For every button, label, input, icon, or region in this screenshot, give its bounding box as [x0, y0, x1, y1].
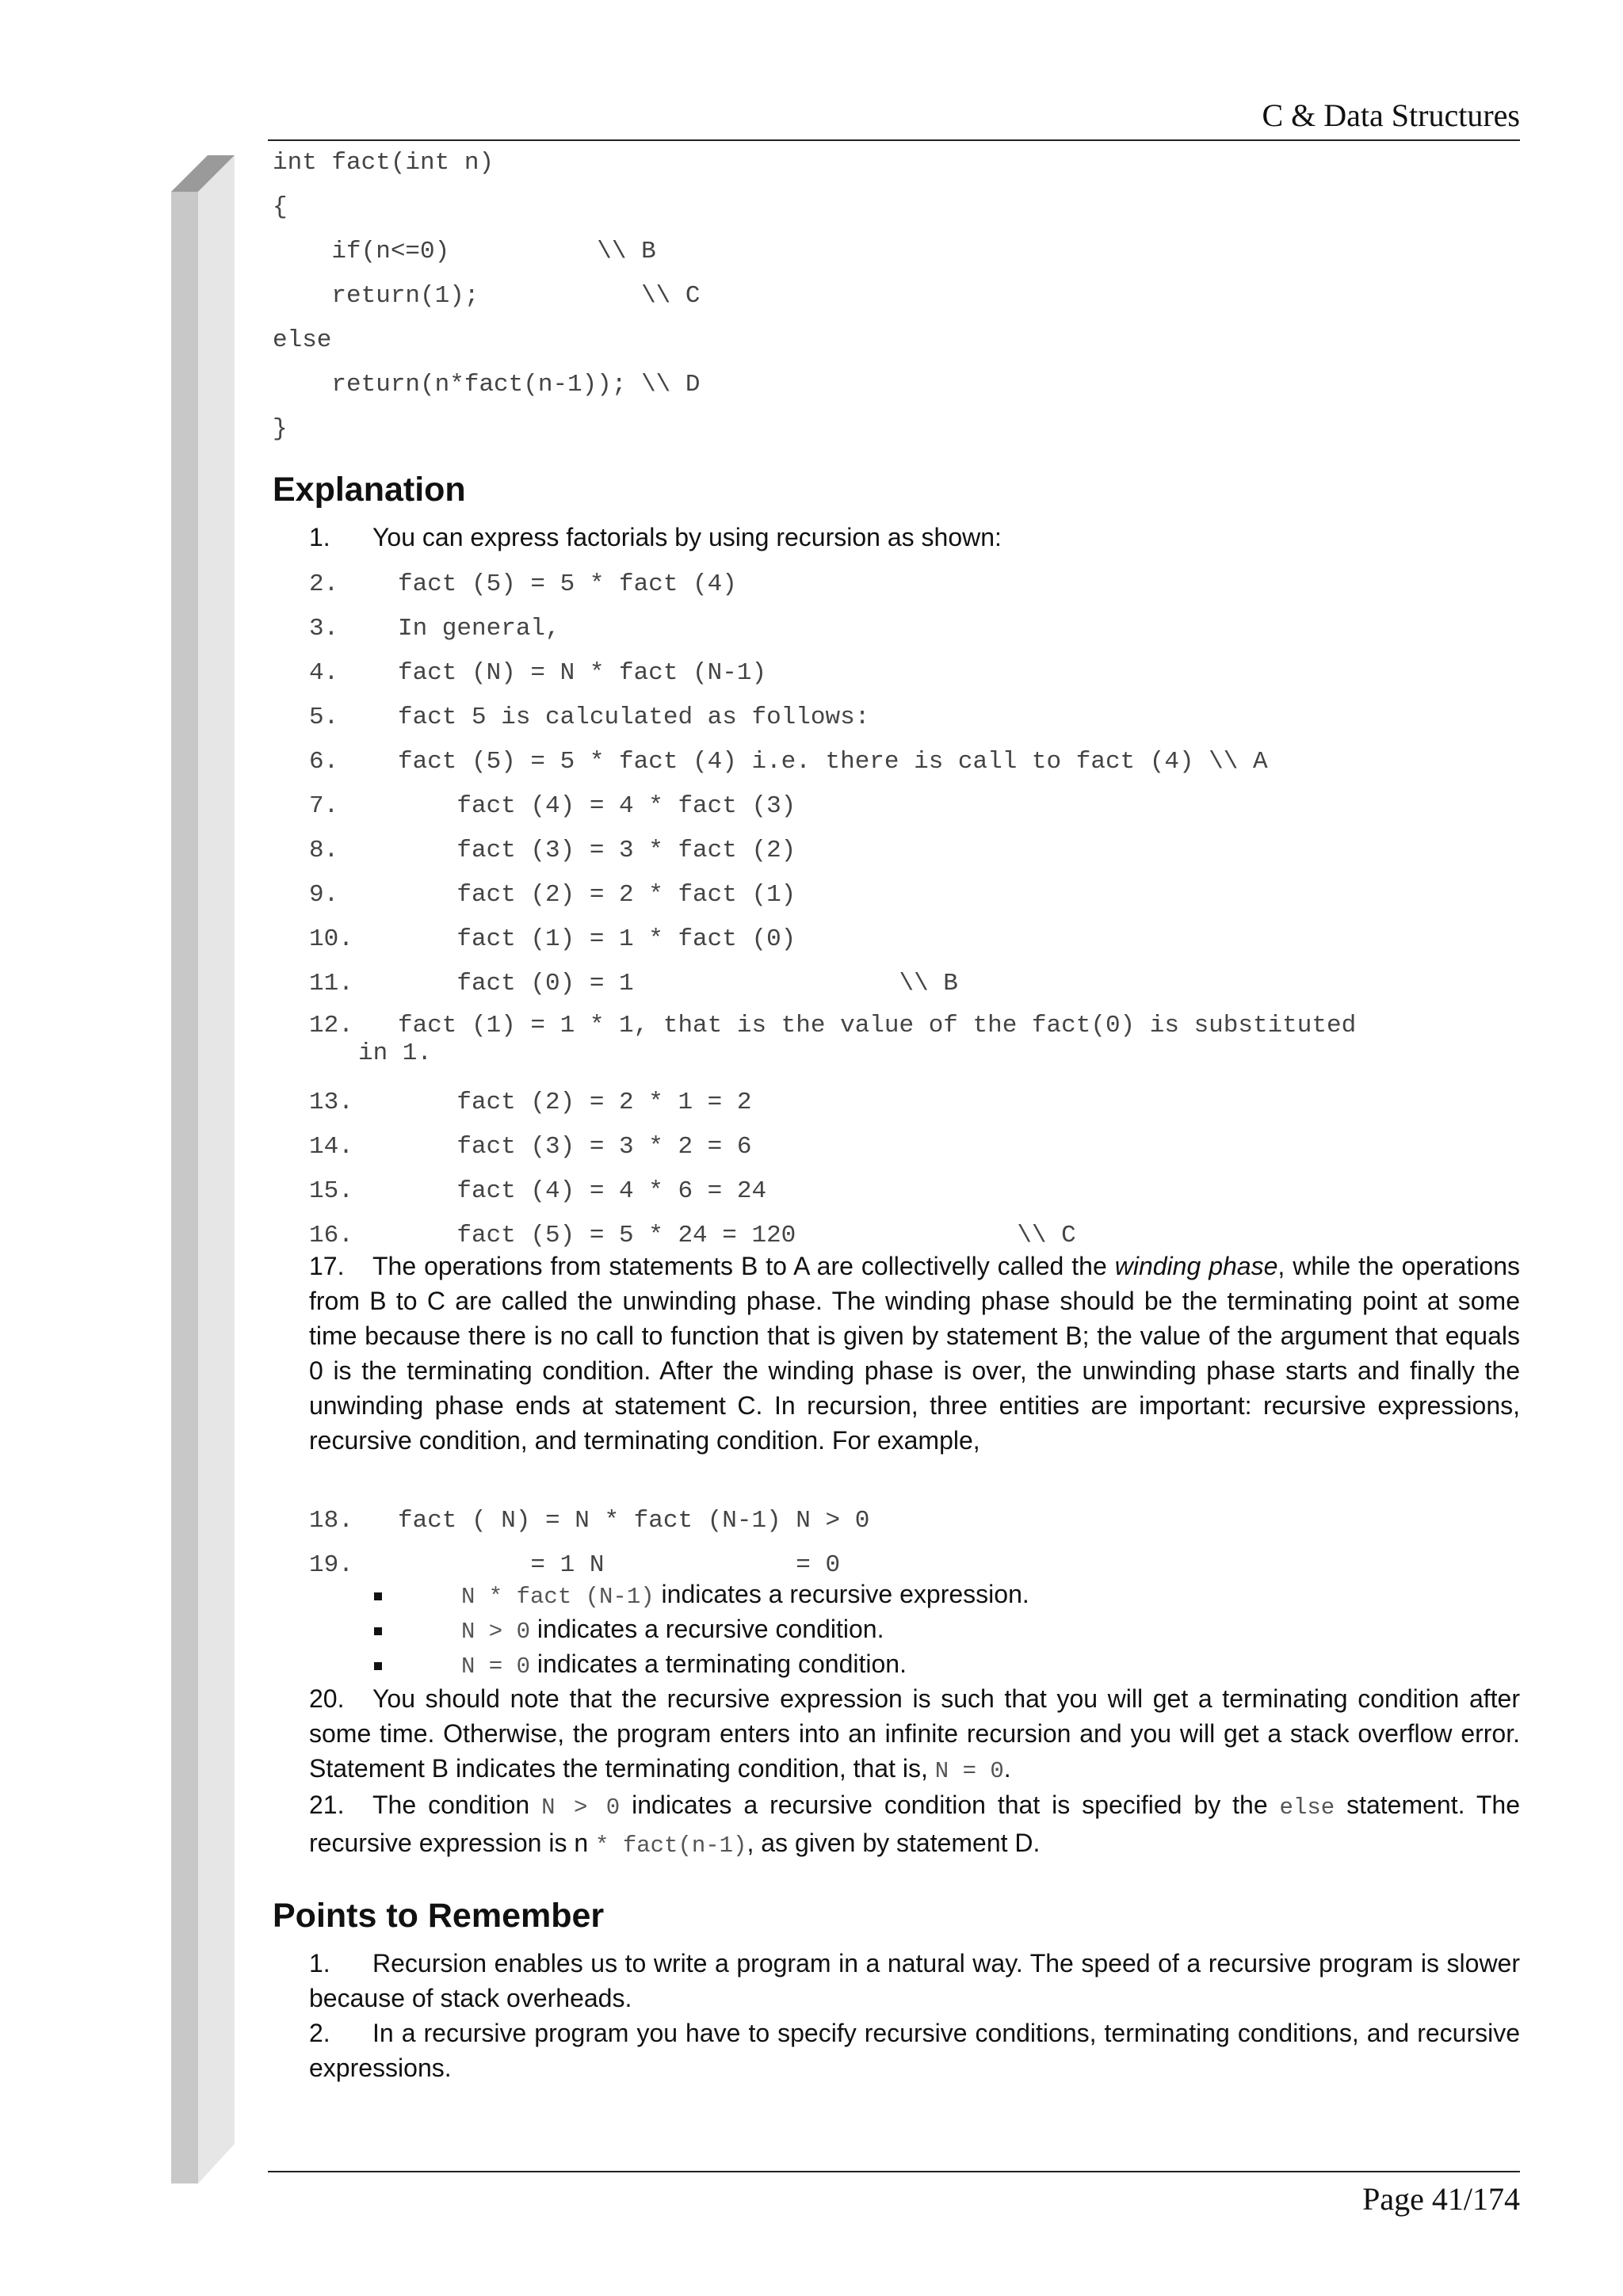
inline-code: N = 0 [934, 1758, 1004, 1784]
list-item [309, 563, 1356, 607]
footer-rule [268, 2171, 1520, 2172]
item-number: 2. [309, 570, 339, 598]
item-text: The condition [372, 1791, 542, 1819]
list-item [309, 1081, 1356, 1125]
item-number: 4. [309, 659, 339, 687]
item-number: 14. [309, 1133, 353, 1161]
page-number: Page 41/174 [1362, 2181, 1520, 2217]
bullet-icon [374, 1592, 382, 1600]
item-text: You can express factorials by using recursion as shown: [372, 523, 1002, 551]
item-number: 11. [309, 970, 353, 997]
item-text: You should note that the recursive expression is such that you will get a terminating condition after some time. Otherwise, the program enters into an infinite recursion and you will get a stack overflow error. Statement B indicates the terminating condition, that is, [309, 1684, 1520, 1783]
list-item [309, 1006, 1356, 1038]
item-number: 1. [309, 523, 330, 551]
item-text: fact (3) = 3 * 2 = 6 [398, 1133, 752, 1161]
list-item [309, 1946, 1520, 2016]
item-text: fact (4) = 4 * fact (3) [398, 792, 796, 820]
item-text: In general, [398, 615, 560, 643]
item-number: 16. [309, 1222, 353, 1249]
list-item [309, 784, 1356, 829]
inline-code: else [1279, 1794, 1335, 1821]
item-number: 8. [309, 837, 339, 864]
code-line: return(1); \\ C [273, 282, 701, 310]
item-text: fact (5) = 5 * fact (4) i.e. there is call to fact (4) \\ A [398, 748, 1268, 776]
list-item [309, 520, 1520, 555]
item-text: fact (4) = 4 * 6 = 24 [398, 1177, 767, 1205]
bullet-icon [374, 1662, 382, 1670]
item-text: fact (1) = 1 * 1, that is the value of the fact(0) is substituted [398, 1012, 1357, 1039]
item-text: fact ( N) = N * fact (N-1) N > 0 [398, 1507, 870, 1535]
item-text: , as given by statement D. [747, 1829, 1041, 1857]
list-item [309, 1681, 1520, 1789]
inline-code: N > 0 [541, 1794, 621, 1821]
bullet-text: indicates a recursive condition. [530, 1615, 884, 1643]
explanation-heading: Explanation [273, 471, 466, 509]
item-number: 20. [309, 1684, 345, 1713]
item-number: 2. [309, 2019, 330, 2047]
item-text: fact (0) = 1 \\ B [398, 970, 958, 997]
inline-code: N * fact (N-1) [461, 1584, 655, 1610]
list-item [309, 696, 1356, 740]
bullet-text: indicates a recursive expression. [654, 1580, 1029, 1608]
list-item [309, 829, 1356, 873]
item-text: statement. The recursive expression is n [309, 1791, 1520, 1857]
list-item [309, 1169, 1356, 1214]
item-text: fact (5) = 5 * 24 = 120 \\ C [398, 1222, 1076, 1249]
bullet-item [374, 1646, 907, 1684]
item-text: fact (1) = 1 * fact (0) [398, 925, 796, 953]
code-block [273, 141, 701, 452]
item-number: 21. [309, 1791, 345, 1819]
item-number: 18. [309, 1507, 353, 1535]
item-number: 13. [309, 1089, 353, 1116]
item-text: fact 5 is calculated as follows: [398, 704, 870, 731]
list-item [309, 962, 1356, 1006]
list-item [309, 873, 1356, 917]
inline-code: N = 0 [461, 1653, 531, 1680]
item-text: = 1 N = 0 [398, 1551, 841, 1579]
item-number: 1. [309, 1949, 330, 1978]
code-line: return(n*fact(n-1)); \\ D [273, 371, 701, 399]
code-line: if(n<=0) \\ B [273, 238, 656, 265]
code-line: int fact(int n) [273, 149, 495, 177]
item-text: indicates a recursive condition that is specified by the [620, 1791, 1280, 1819]
list-item [309, 740, 1356, 784]
recursion-steps [309, 563, 1356, 1258]
item-text: In a recursive program you have to specify recursive conditions, terminating conditions, and recursive expressions. [309, 2019, 1520, 2082]
code-line: { [273, 193, 288, 221]
list-item [309, 1125, 1356, 1169]
points-heading: Points to Remember [273, 1897, 605, 1935]
item-number: 19. [309, 1551, 353, 1579]
code-line: else [273, 326, 332, 354]
item-text: fact (2) = 2 * fact (1) [398, 881, 796, 909]
bullet-icon [374, 1627, 382, 1635]
item-text: , while the operations from B to C are called the unwinding phase. The winding phase should be the terminating point at some time because there is no call to function that is given by statement B; the value of the argument that equals 0 is the terminating condition. After the winding phase is over, the unwinding phase starts and finally the unwinding phase ends at statement C. In recursion, three entities are important: recursive expressions, recursive condition, and terminating condition. For example, [309, 1252, 1521, 1455]
list-item [309, 917, 1356, 962]
bullet-item [374, 1611, 884, 1650]
item-number: 9. [309, 881, 339, 909]
list-item [309, 2016, 1520, 2085]
item-text: . [1003, 1754, 1011, 1783]
side-decoration [171, 155, 235, 2183]
formula-rows [309, 1499, 869, 1588]
inline-code: N > 0 [461, 1619, 531, 1645]
item-number: 17. [309, 1252, 345, 1280]
item-continuation: in 1. [358, 1039, 433, 1067]
item-text: fact (N) = N * fact (N-1) [398, 659, 767, 687]
list-item [309, 1499, 869, 1543]
item-number: 3. [309, 615, 339, 643]
bullet-item [374, 1577, 1029, 1615]
page-header-title: C & Data Structures [1262, 97, 1520, 133]
code-line: } [273, 415, 288, 443]
inline-code: * fact(n-1) [595, 1833, 747, 1859]
item-number: 5. [309, 704, 339, 731]
item-number: 12. [309, 1012, 353, 1039]
list-item [309, 1787, 1520, 1863]
list-item [309, 1249, 1520, 1458]
item-text: fact (3) = 3 * fact (2) [398, 837, 796, 864]
item-text: Recursion enables us to write a program in a natural way. The speed of a recursive program is slower because of stack overheads. [309, 1949, 1520, 2012]
emphasis-text: winding phase [1114, 1252, 1278, 1280]
item-number: 6. [309, 748, 339, 776]
item-number: 10. [309, 925, 353, 953]
item-number: 7. [309, 792, 339, 820]
list-item [309, 651, 1356, 696]
bullet-text: indicates a terminating condition. [530, 1650, 907, 1678]
item-text: fact (2) = 2 * 1 = 2 [398, 1089, 752, 1116]
item-number: 15. [309, 1177, 353, 1205]
list-item [309, 607, 1356, 651]
item-text: The operations from statements B to A are collectivelly called the [372, 1252, 1115, 1280]
item-text: fact (5) = 5 * fact (4) [398, 570, 737, 598]
